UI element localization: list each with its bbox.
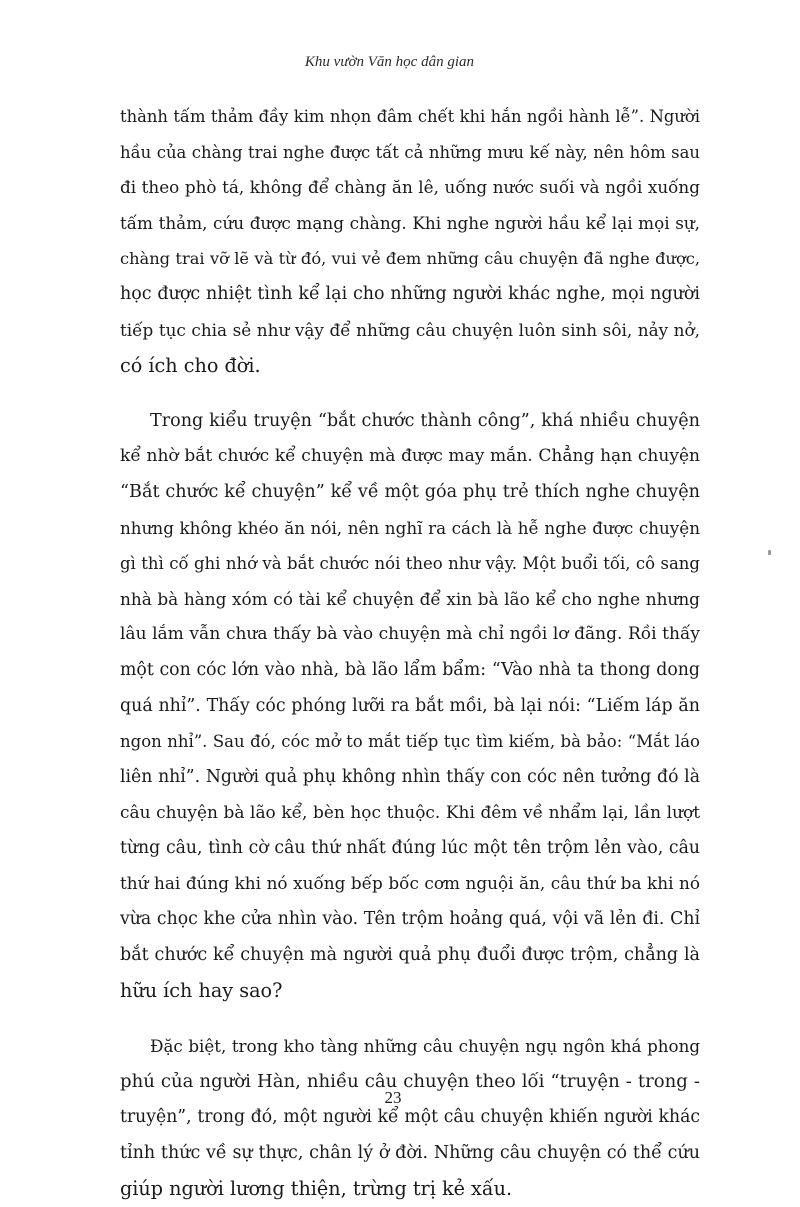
text-line: lâu lắm vẫn chưa thấy bà vào chuyện mà chỉ ngồi lơ đãng. Rồi thấy <box>120 624 700 645</box>
text-line: gì thì cố ghi nhớ và bắt chước nói theo như vậy. Một buổi tối, cô sang <box>120 554 700 574</box>
paragraph-2 <box>120 404 700 1009</box>
text-line: học được nhiệt tình kể lại cho những người khác nghe, mọi người <box>120 283 700 304</box>
text-line: phú của người Hàn, nhiều câu chuyện theo lối “truyện - trong - <box>120 1071 700 1093</box>
body-text <box>120 99 700 1207</box>
paragraph-1 <box>120 99 700 384</box>
text-line: hầu của chàng trai nghe được tất cả những mưu kế này, nên hôm sau <box>120 142 700 162</box>
text-line: bắt chước kể chuyện mà người quả phụ đuổi được trộm, chẳng là <box>120 944 700 965</box>
page-number: 23 <box>384 1088 402 1107</box>
text-line: quá nhỉ”. Thấy cóc phóng lưỡi ra bắt mồi, bà lại nói: “Liếm láp ăn <box>120 695 700 716</box>
text-line: câu chuyện bà lão kể, bèn học thuộc. Khi đêm về nhẩm lại, lần lượt <box>120 802 700 823</box>
text-line: giúp người lương thiện, trừng trị kẻ xấu. <box>120 1177 513 1201</box>
text-line: thành tấm thảm đầy kim nhọn đâm chết khi hắn ngồi hành lễ”. Người <box>120 107 700 126</box>
text-line: kể nhờ bắt chước kể chuyện mà được may mắn. Chẳng hạn chuyện <box>120 446 700 467</box>
scan-speck <box>768 550 771 555</box>
text-line: nhưng không khéo ăn nói, nên nghĩ ra cách là hễ nghe được chuyện <box>120 517 700 538</box>
text-line: một con cóc lớn vào nhà, bà lão lẩm bẩm: “Vào nhà ta thong dong <box>120 659 700 680</box>
text-line: “Bắt chước kể chuyện” kể về một góa phụ trẻ thích nghe chuyện <box>120 481 700 502</box>
text-line: vừa chọc khe cửa nhìn vào. Tên trộm hoảng quá, vội vã lẻn đi. Chỉ <box>120 909 700 930</box>
text-line: chàng trai vỡ lẽ và từ đó, vui vẻ đem những câu chuyện đã nghe được, <box>120 249 700 269</box>
text-line: đi theo phò tá, không để chàng ăn lê, uống nước suối và ngồi xuống <box>120 177 700 198</box>
text-line: truyện”, trong đó, một người kể một câu chuyện khiến người khác <box>120 1107 700 1128</box>
text-line: có ích cho đời. <box>120 354 261 378</box>
text-line: tấm thảm, cứu được mạng chàng. Khi nghe người hầu kể lại mọi sự, <box>120 212 700 233</box>
text-line: tỉnh thức về sự thực, chân lý ở đời. Những câu chuyện có thể cứu <box>120 1142 700 1163</box>
text-line: Đặc biệt, trong kho tàng những câu chuyện ngụ ngôn khá phong <box>150 1035 700 1056</box>
text-line: nhà bà hàng xóm có tài kể chuyện để xin bà lão kể cho nghe nhưng <box>120 588 700 609</box>
text-line: hữu ích hay sao? <box>120 979 283 1003</box>
text-line: tiếp tục chia sẻ như vậy để những câu chuyện luôn sinh sôi, nảy nở, <box>120 319 700 340</box>
text-line: thứ hai đúng khi nó xuống bếp bốc cơm nguội ăn, câu thứ ba khi nó <box>120 873 700 894</box>
text-line: liên nhỉ”. Người quả phụ không nhìn thấy con cóc nên tưởng đó là <box>120 766 700 787</box>
text-line: ngon nhỉ”. Sau đó, cóc mở to mắt tiếp tục tìm kiếm, bà bảo: “Mắt láo <box>120 732 700 752</box>
text-line: Trong kiểu truyện “bắt chước thành công”, khá nhiều chuyện <box>150 410 700 431</box>
paragraph-3 <box>120 1029 700 1207</box>
text-line: từng câu, tình cờ câu thứ nhất đúng lúc một tên trộm lẻn vào, câu <box>120 837 700 858</box>
running-header: Khu vườn Văn học dân gian <box>304 54 474 70</box>
